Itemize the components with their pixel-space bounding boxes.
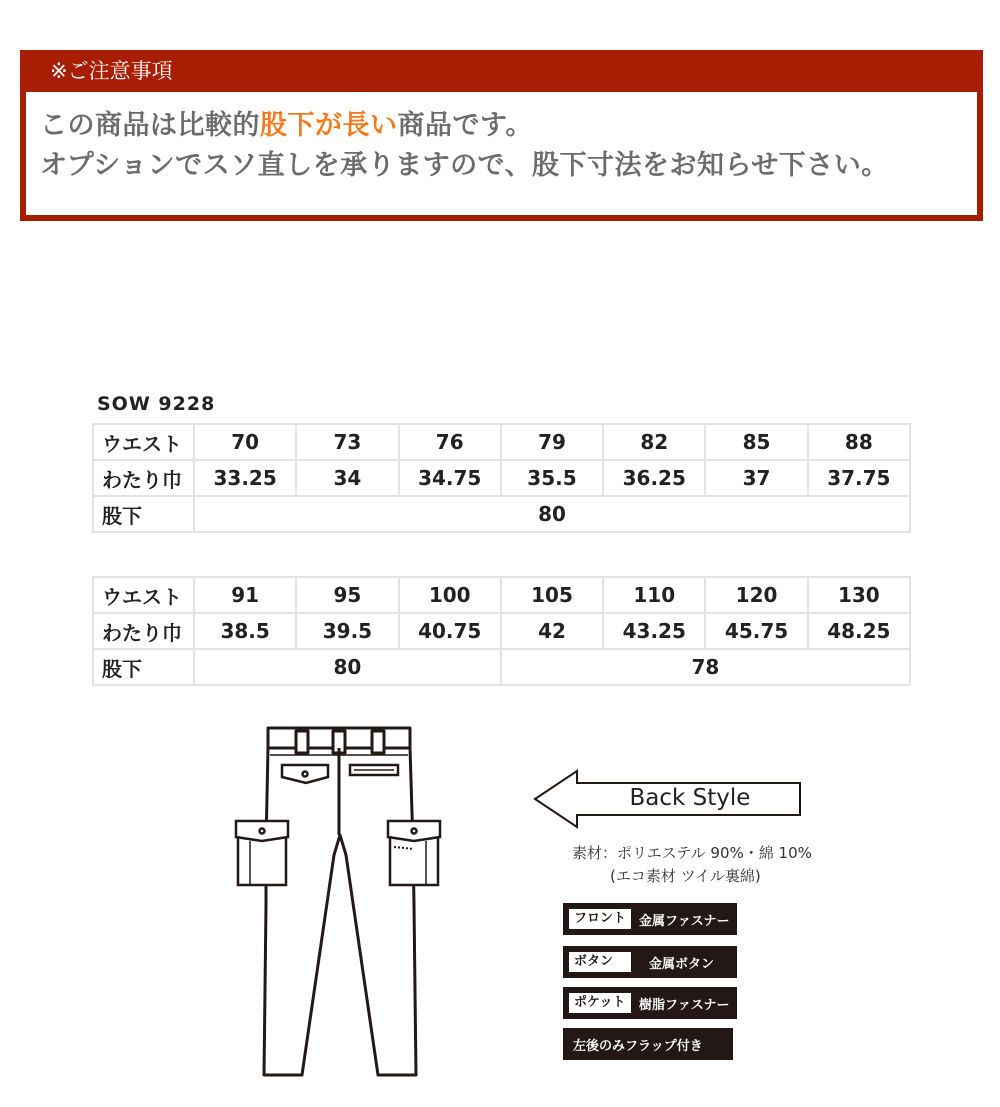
table-cell: 85 (705, 424, 807, 460)
row-header-thigh: わたり巾 (93, 460, 194, 496)
notice-body (26, 92, 977, 215)
table-cell: 110 (603, 577, 705, 613)
table-cell: 36.25 (603, 460, 705, 496)
table-cell-inseam-a: 80 (194, 649, 501, 685)
table-row (93, 613, 910, 649)
table-row (93, 424, 910, 460)
table-cell: 91 (194, 577, 296, 613)
table-cell: 34 (296, 460, 398, 496)
material-info (572, 842, 812, 888)
spec-label: フロント (569, 909, 631, 929)
spec-button (563, 946, 737, 978)
model-number: SOW 9228 (97, 393, 216, 415)
table-cell: 76 (399, 424, 501, 460)
table-cell: 79 (501, 424, 603, 460)
spec-pocket (563, 987, 737, 1019)
table-cell: 73 (296, 424, 398, 460)
table-cell: 45.75 (705, 613, 807, 649)
notice-highlight: 股下が長い (260, 110, 398, 141)
table-cell: 37 (705, 460, 807, 496)
size-table-2 (92, 576, 911, 686)
material-line-1: 素材：ポリエステル 90%・綿 10% (572, 844, 812, 862)
table-cell: 82 (603, 424, 705, 460)
table-cell: 43.25 (603, 613, 705, 649)
table-cell-inseam-b: 78 (501, 649, 910, 685)
table-row (93, 496, 910, 532)
spec-flap (563, 1028, 733, 1060)
table-cell: 38.5 (194, 613, 296, 649)
table-cell: 130 (808, 577, 910, 613)
notice-line-1 (40, 106, 977, 146)
table-cell: 120 (705, 577, 807, 613)
notice-heading: ※ご注意事項 (50, 59, 173, 83)
spec-value: 左後のみフラップ付き (573, 1038, 703, 1054)
notice-line-1-post: 商品です。 (397, 110, 533, 141)
table-cell: 100 (399, 577, 501, 613)
table-cell: 35.5 (501, 460, 603, 496)
table-cell: 40.75 (399, 613, 501, 649)
table-row (93, 460, 910, 496)
spec-label: ボタン (569, 952, 631, 972)
table-cell: 48.25 (808, 613, 910, 649)
notice-box (20, 50, 983, 221)
size-table-1 (92, 423, 911, 533)
table-row (93, 649, 910, 685)
table-cell-inseam: 80 (194, 496, 910, 532)
material-line-2: (エコ素材 ツイル裏綿) (610, 867, 761, 885)
table-cell: 33.25 (194, 460, 296, 496)
table-row (93, 577, 910, 613)
spec-value: 金属ファスナー (639, 913, 730, 929)
spec-value: 樹脂ファスナー (639, 997, 730, 1013)
back-style-label: Back Style (629, 785, 751, 811)
spec-front (563, 903, 737, 935)
table-cell: 37.75 (808, 460, 910, 496)
table-cell: 42 (501, 613, 603, 649)
table-cell: 105 (501, 577, 603, 613)
row-header-waist: ウエスト (93, 424, 194, 460)
row-header-inseam: 股下 (93, 649, 194, 685)
spec-label: ポケット (569, 993, 631, 1013)
table-cell: 88 (808, 424, 910, 460)
row-header-waist: ウエスト (93, 577, 194, 613)
table-cell: 34.75 (399, 460, 501, 496)
table-cell: 95 (296, 577, 398, 613)
pants-back-illustration (230, 725, 460, 1085)
row-header-thigh: わたり巾 (93, 613, 194, 649)
row-header-inseam: 股下 (93, 496, 194, 532)
table-cell: 70 (194, 424, 296, 460)
notice-line-1-pre: この商品は比較的 (40, 110, 260, 141)
spec-value: 金属ボタン (649, 956, 715, 972)
table-cell: 39.5 (296, 613, 398, 649)
notice-line-2: オプションでスソ直しを承りますので、股下寸法をお知らせ下さい。 (40, 150, 889, 181)
